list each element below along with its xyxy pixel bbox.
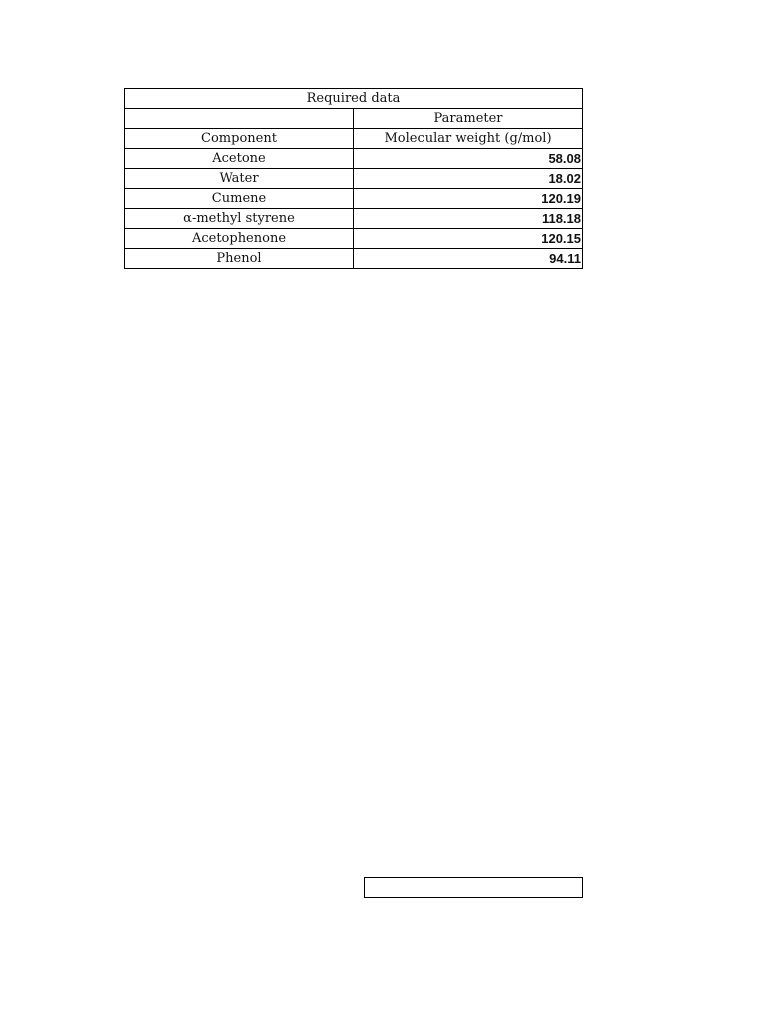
empty-header-cell[interactable] <box>125 109 354 129</box>
component-cell[interactable]: Acetophenone <box>125 229 354 249</box>
component-cell[interactable]: Phenol <box>125 249 354 269</box>
table-row <box>125 249 583 269</box>
molecular-weight-cell[interactable]: 94.11 <box>354 249 583 269</box>
table-row <box>125 149 583 169</box>
parameter-header-row <box>125 109 583 129</box>
empty-bordered-cell[interactable] <box>364 877 583 898</box>
component-cell[interactable]: α-methyl styrene <box>125 209 354 229</box>
molecular-weight-cell[interactable]: 120.15 <box>354 229 583 249</box>
component-cell[interactable]: Cumene <box>125 189 354 209</box>
parameter-header-cell[interactable]: Parameter <box>354 109 583 129</box>
table-row <box>125 189 583 209</box>
molecular-weight-cell[interactable]: 18.02 <box>354 169 583 189</box>
molecular-weight-cell[interactable]: 58.08 <box>354 149 583 169</box>
molecular-weight-cell[interactable]: 118.18 <box>354 209 583 229</box>
component-cell[interactable]: Water <box>125 169 354 189</box>
column-header-row <box>125 129 583 149</box>
table-row <box>125 169 583 189</box>
molecular-weight-cell[interactable]: 120.19 <box>354 189 583 209</box>
title-row <box>125 89 583 109</box>
required-data-table <box>124 88 583 269</box>
component-cell[interactable]: Acetone <box>125 149 354 169</box>
table-row <box>125 229 583 249</box>
table-title-cell[interactable]: Required data <box>125 89 583 109</box>
table-row <box>125 209 583 229</box>
molecular-weight-header-cell[interactable]: Molecular weight (g/mol) <box>354 129 583 149</box>
component-header-cell[interactable]: Component <box>125 129 354 149</box>
